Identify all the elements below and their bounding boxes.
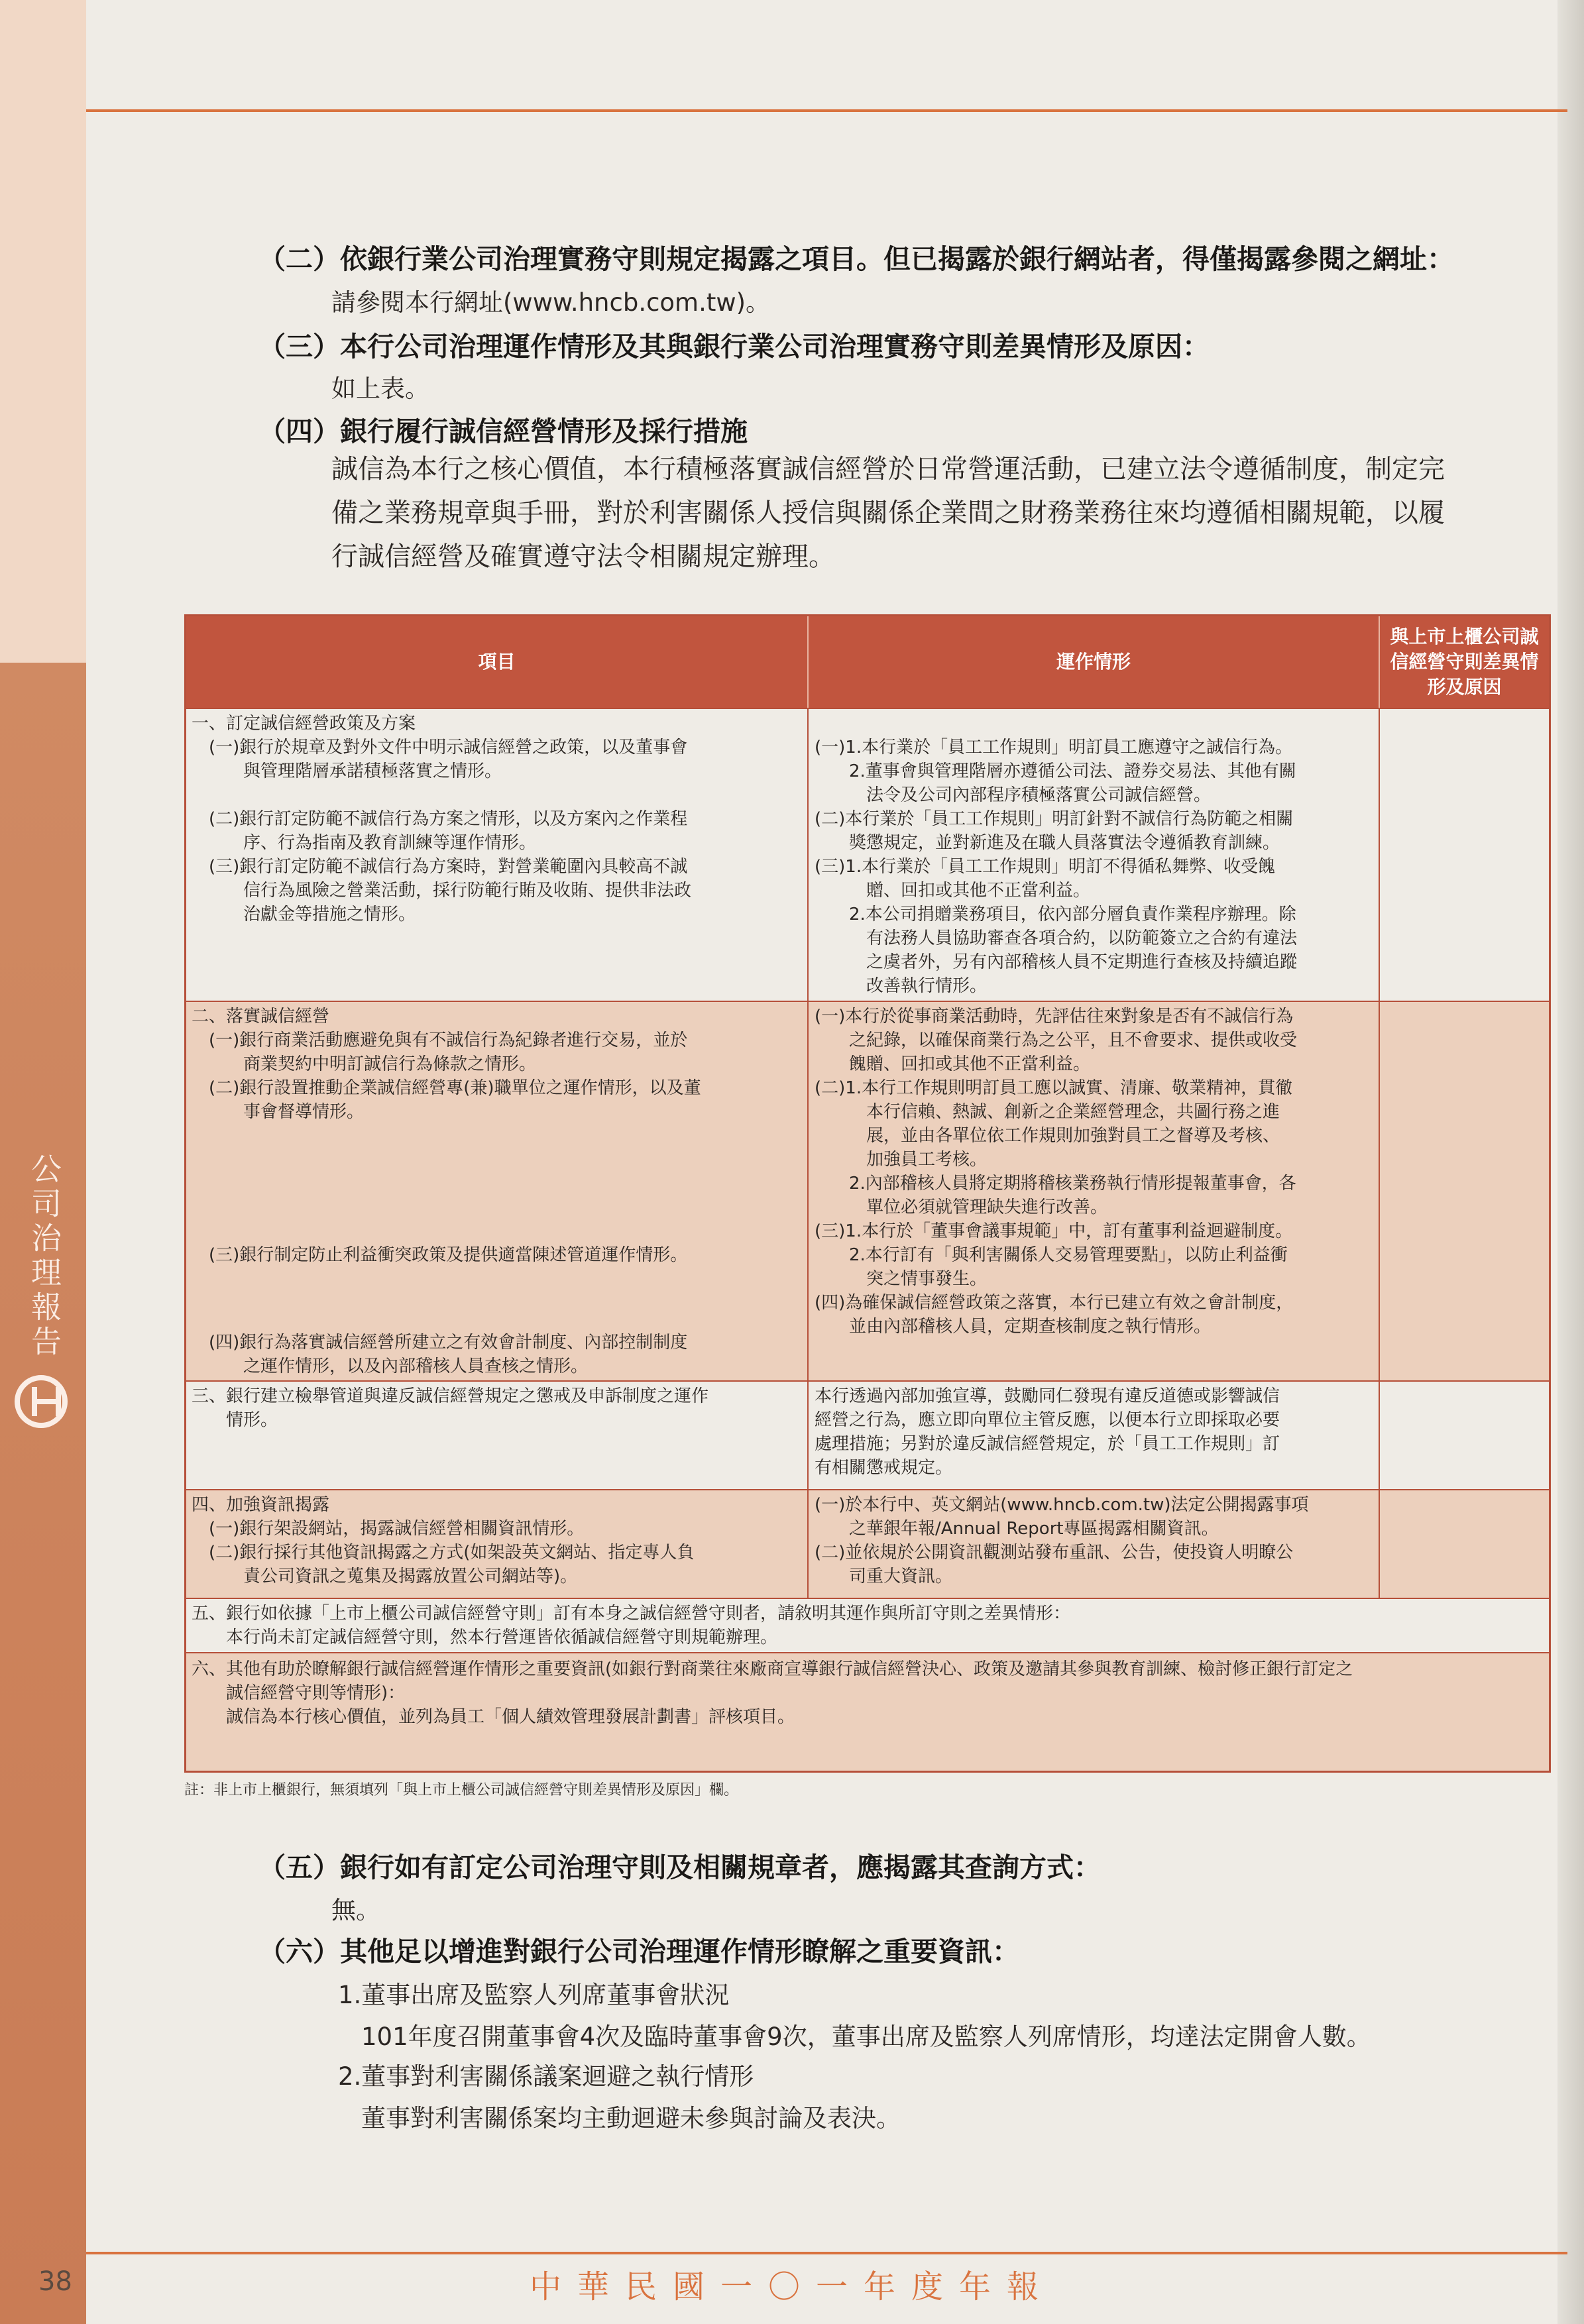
footer-report-title: 中華民國一〇一年度年報 (529, 2268, 1054, 2305)
section5-heading: （五）銀行如有訂定公司治理守則及相關規章者，應揭露其查詢方式： (258, 1852, 1101, 1883)
row2-left: 二、落實誠信經營 (一)銀行商業活動應避免與有不誠信行為紀錄者進行交易，並於 商業契約中明訂誠信行為條款之情形。 (二)銀行設置推動企業誠信經營專(兼)職單位之運作情形，以及董 事會督導情形。 (192, 1007, 701, 1122)
section2-body: 請參閱本行網址(www.hncb.com.tw)。 (331, 288, 771, 317)
section4-heading: （四）銀行履行誠信經營情形及採行措施 (258, 415, 748, 447)
bottom-rule (86, 2252, 1567, 2254)
header-difference: 與上市上櫃公司誠 信經營守則差異情 形及原因 (1390, 626, 1539, 698)
sidebar-top (0, 0, 86, 663)
bank-logo-icon (15, 1375, 68, 1428)
row2-left-4: (四)銀行為落實誠信經營所建立之有效會計制度、內部控制制度 之運作情形，以及內部稽核人員查核之情形。 (192, 1333, 688, 1376)
header-operation: 運作情形 (1056, 651, 1131, 673)
integrity-table (184, 614, 1551, 1773)
section4-line: 備之業務規章與手冊，對於利害關係人授信與關係企業間之財務業務往來均遵循相關規範，以履 (331, 498, 1445, 528)
section4-line: 誠信為本行之核心價值，本行積極落實誠信經營於日常營運活動，已建立法令遵循制度，制定完 (331, 454, 1445, 484)
section6-item1-title: 1.董事出席及監察人列席董事會狀況 (338, 1981, 730, 2009)
table-row (186, 1598, 1549, 1652)
table-row (186, 1489, 1549, 1598)
top-rule (86, 109, 1567, 112)
row4-left: 四、加強資訊揭露 (一)銀行架設網站，揭露誠信經營相關資訊情形。 (二)銀行採行其他資訊揭露之方式(如架設英文網站、指定專人負 責公司資訊之蒐集及揭露放置公司網站等)。 (192, 1495, 695, 1586)
row2-left-3: (三)銀行制定防止利益衝突政策及提供適當陳述管道運作情形。 (192, 1245, 688, 1265)
row3-right: 本行透過內部加強宣導，鼓勵同仁發現有違反道德或影響誠信 經營之行為，應立即向單位主管反應，以便本行立即採取必要 處理措施；另對於違反誠信經營規定，於「員工工作規則」訂 有相關懲戒規定。 (815, 1386, 1280, 1478)
section2-heading: （二）依銀行業公司治理實務守則規定揭露之項目。但已揭露於銀行網站者，得僅揭露參閱之網址： (258, 243, 1454, 275)
sidebar-vertical-title: 公司治理報告 (27, 1153, 62, 1360)
section6-item1-body: 101年度召開董事會4次及臨時董事會9次，董事出席及監察人列席情形，均達法定開會人數。 (361, 2022, 1371, 2051)
section3-heading: （三）本行公司治理運作情形及其與銀行業公司治理實務守則差異情形及原因： (258, 331, 1210, 362)
table-row (186, 1380, 1549, 1489)
table-header (186, 616, 1549, 708)
section6-item2-title: 2.董事對利害關係議案迴避之執行情形 (338, 2062, 754, 2091)
section4-line: 行誠信經營及確實遵守法令相關規定辦理。 (331, 541, 835, 572)
row1-left: 一、訂定誠信經營政策及方案 (一)銀行於規章及對外文件中明示誠信經營之政策，以及董事會 與管理階層承諾積極落實之情形。 (二)銀行訂定防範不誠信行為方案之情形，以及方案內之作業程 序、行為指南及教育訓練等運作情形。 (三)銀行訂定防範不誠信行為方案時，對營業範圍內具較高不誠 信行為風險之營業活動，採行防範行賄及收賄、提供非法政 治獻金等措施之情形。 (192, 714, 692, 924)
page-number: 38 (38, 2266, 72, 2297)
row1-right: (一)1.本行業於「員工工作規則」明訂員工應遵守之誠信行為。 2.董事會與管理階層亦遵循公司法、證券交易法、其他有關 法令及公司內部程序積極落實公司誠信經營。 (二)本行業於「員工工作規則」明訂針對不誠信行為防範之相關 獎懲規定，並對新進及在職人員落實法令遵循教育訓練。 (三)1.本行業於「員工工作規則」明訂不得循私舞弊、收受餽 贈、回扣或其他不正當利益。 2.本公司捐贈業務項目，依內部分層負責作業程序辦理。除 有法務人員協助審查各項合約，以防範簽立之合約有違法 之虞者外，另有內部稽核人員不定期進行查核及持續追蹤 改善執行情形。 (815, 738, 1298, 996)
section4-paragraph (331, 447, 1551, 579)
row5-text: 五、銀行如依據「上市上櫃公司誠信經營守則」訂有本身之誠信經營守則者，請敘明其運作與所訂守則之差異情形： 本行尚未訂定誠信經營守則，然本行營運皆依循誠信經營守則規範辦理。 (192, 1604, 1071, 1647)
table-row (186, 708, 1549, 1001)
table-row (186, 1001, 1549, 1380)
row4-right: (一)於本行中、英文網站(www.hncb.com.tw)法定公開揭露事項 之華銀年報/Annual Report專區揭露相關資訊。 (二)並依規於公開資訊觀測站發布重訊、公告，使投資人明瞭公 司重大資訊。 (815, 1495, 1309, 1586)
header-item: 項目 (478, 651, 516, 673)
section3-body: 如上表。 (331, 374, 429, 403)
row6-text: 六、其他有助於瞭解銀行誠信經營運作情形之重要資訊(如銀行對商業往來廠商宣導銀行誠信經營決心、政策及邀請其參與教育訓練、檢討修正銀行訂定之 誠信經營守則等情形)： 誠信為本行核心價值，並列為員工「個人績效管理發展計劃書」評核項目。 (192, 1659, 1353, 1727)
table-note: 註：非上市上櫃銀行，無須填列「與上市上櫃公司誠信經營守則差異情形及原因」欄。 (184, 1782, 739, 1798)
section6-item2-body: 董事對利害關係案均主動迴避未參與討論及表決。 (361, 2104, 901, 2132)
table-row (186, 1652, 1549, 1771)
row3-left: 三、銀行建立檢舉管道與違反誠信經營規定之懲戒及申訴制度之運作 情形。 (192, 1386, 709, 1430)
section5-body: 無。 (331, 1896, 380, 1924)
column-divider (1379, 708, 1380, 1598)
row2-right: (一)本行於從事商業活動時，先評估往來對象是否有不誠信行為 之紀錄，以確保商業行為之公平，且不會要求、提供或收受 餽贈、回扣或其他不正當利益。 (二)1.本行工作規則明訂員工應以誠實、清廉、敬業精神，貫徹 本行信賴、熱誠、創新之企業經營理念，共圖行務之進 展，並由各單位依工作規則加強對員工之督導及考核、 加強員工考核。 2.內部稽核人員將定期將稽核業務執行情形提報董事會，各 單位必須就管理缺失進行改善。 (三)1.本行於「董事會議事規範」中，訂有董事利益迴避制度。 2.本行訂有「與利害關係人交易管理要點」，以防止利益衝 突之情事發生。 (四)為確保誠信經營政策之落實，本行已建立有效之會計制度， 並由內部稽核人員，定期查核制度之執行情形。 (815, 1007, 1298, 1337)
page-edge (1557, 0, 1584, 2324)
section6-heading: （六）其他足以增進對銀行公司治理運作情形瞭解之重要資訊： (258, 1936, 1019, 1967)
column-divider (807, 708, 809, 1598)
